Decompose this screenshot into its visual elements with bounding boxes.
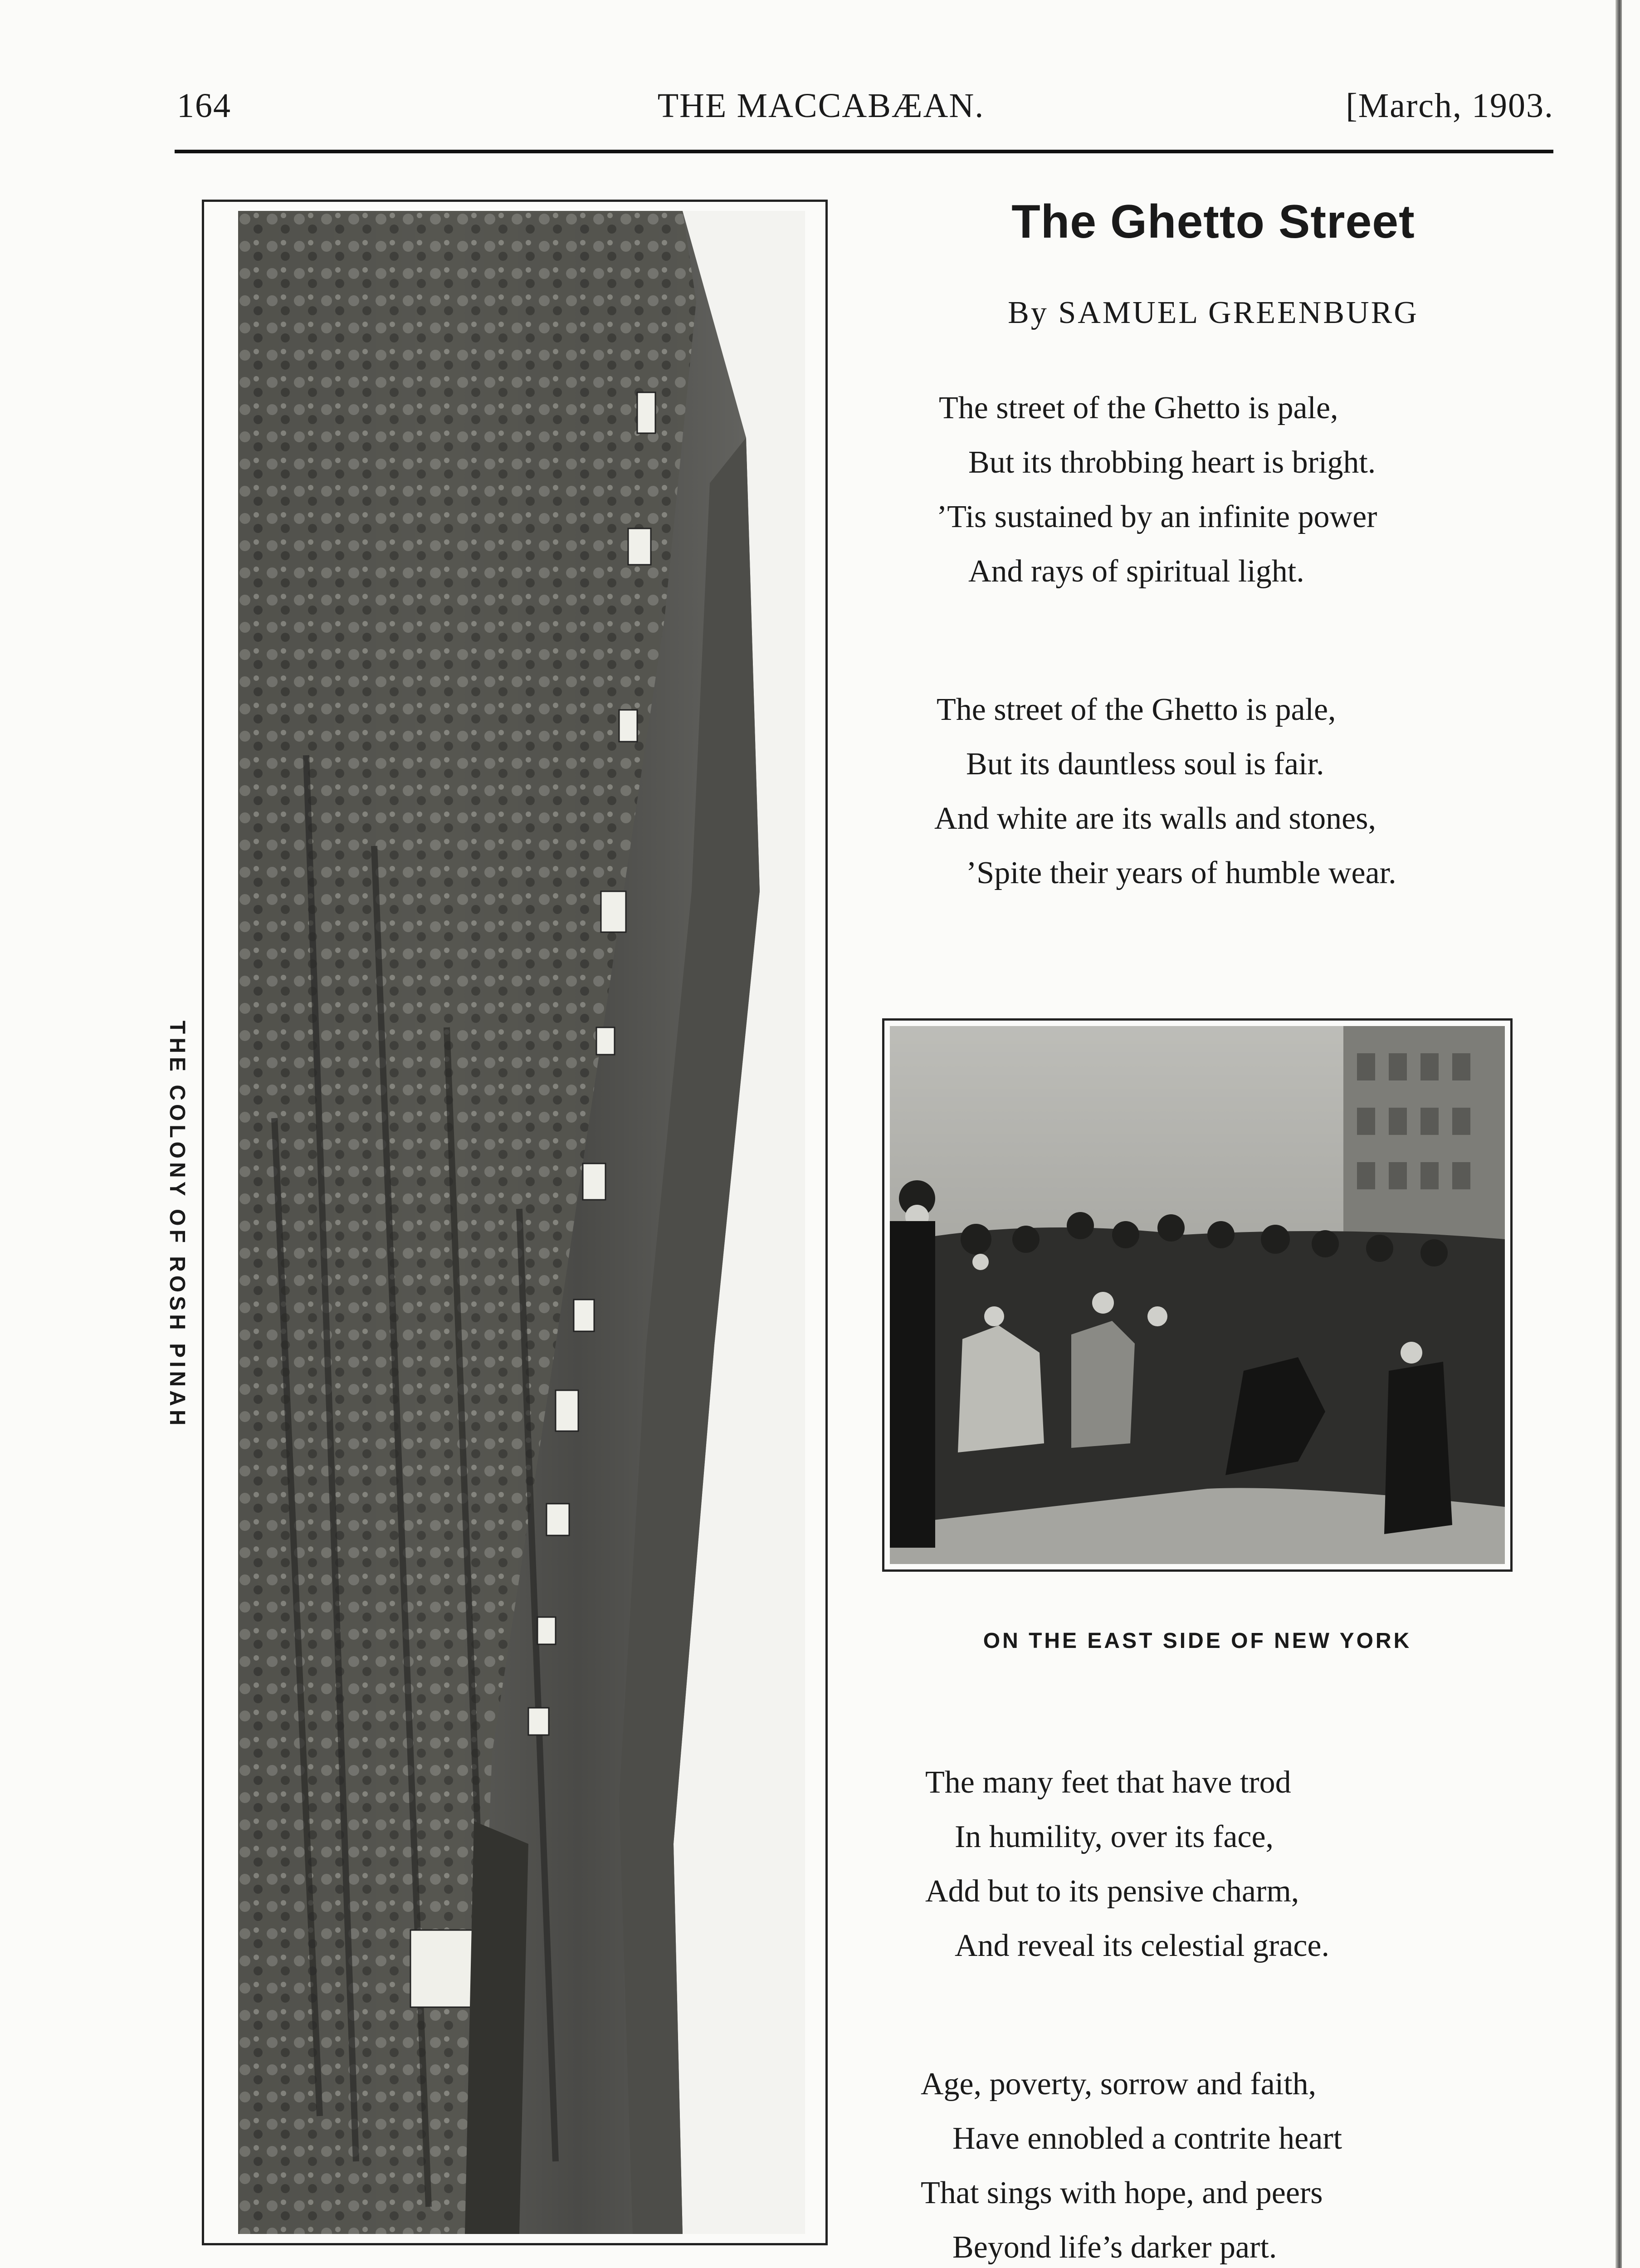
poem-line: But its dauntless soul is fair.: [966, 747, 1324, 782]
poem-line: Age, poverty, sorrow and faith,: [921, 2067, 1317, 2102]
poem-line: The street of the Ghetto is pale,: [939, 391, 1338, 425]
header-rule: [175, 150, 1553, 153]
issue-date: [March, 1903.: [1346, 87, 1554, 125]
poem-line: Add but to its pensive charm,: [925, 1874, 1299, 1909]
poem-line: Beyond life’s darker part.: [952, 2230, 1277, 2265]
rosh-pinah-photo-drawing: [238, 211, 805, 2234]
page-binding-edge: [1616, 0, 1622, 2268]
poem-line: But its throbbing heart is bright.: [968, 445, 1376, 480]
page-number: 164: [177, 87, 231, 125]
rosh-pinah-photo-frame: [202, 200, 828, 2245]
poem-line: ’Spite their years of humble wear.: [966, 855, 1396, 890]
poem-author: By SAMUEL GREENBURG: [1008, 295, 1419, 330]
poem-line: ’Tis sustained by an infinite power: [937, 499, 1377, 534]
poem-line: The street of the Ghetto is pale,: [937, 692, 1336, 727]
poem-line: The many feet that have trod: [925, 1765, 1291, 1800]
poem-line: That sings with hope, and peers: [921, 2175, 1323, 2210]
east-side-photo: [890, 1026, 1505, 1564]
east-side-caption: ON THE EAST SIDE OF NEW YORK: [983, 1629, 1412, 1653]
poem-title: The Ghetto Street: [1011, 196, 1415, 248]
journal-title: THE MACCABÆAN.: [657, 87, 985, 125]
rosh-pinah-photo: [238, 211, 805, 2234]
poem-line: Have ennobled a contrite heart: [952, 2121, 1342, 2156]
east-side-photo-drawing: [890, 1026, 1505, 1564]
rosh-pinah-caption-wrap: [161, 1021, 193, 1429]
poem-line: And rays of spiritual light.: [968, 554, 1304, 589]
east-side-photo-frame: [882, 1018, 1513, 1572]
rosh-pinah-caption: THE COLONY OF ROSH PINAH: [165, 1021, 189, 1429]
poem-line: And white are its walls and stones,: [934, 801, 1376, 836]
poem-line: In humility, over its face,: [955, 1819, 1274, 1854]
poem-line: And reveal its celestial grace.: [955, 1928, 1329, 1963]
